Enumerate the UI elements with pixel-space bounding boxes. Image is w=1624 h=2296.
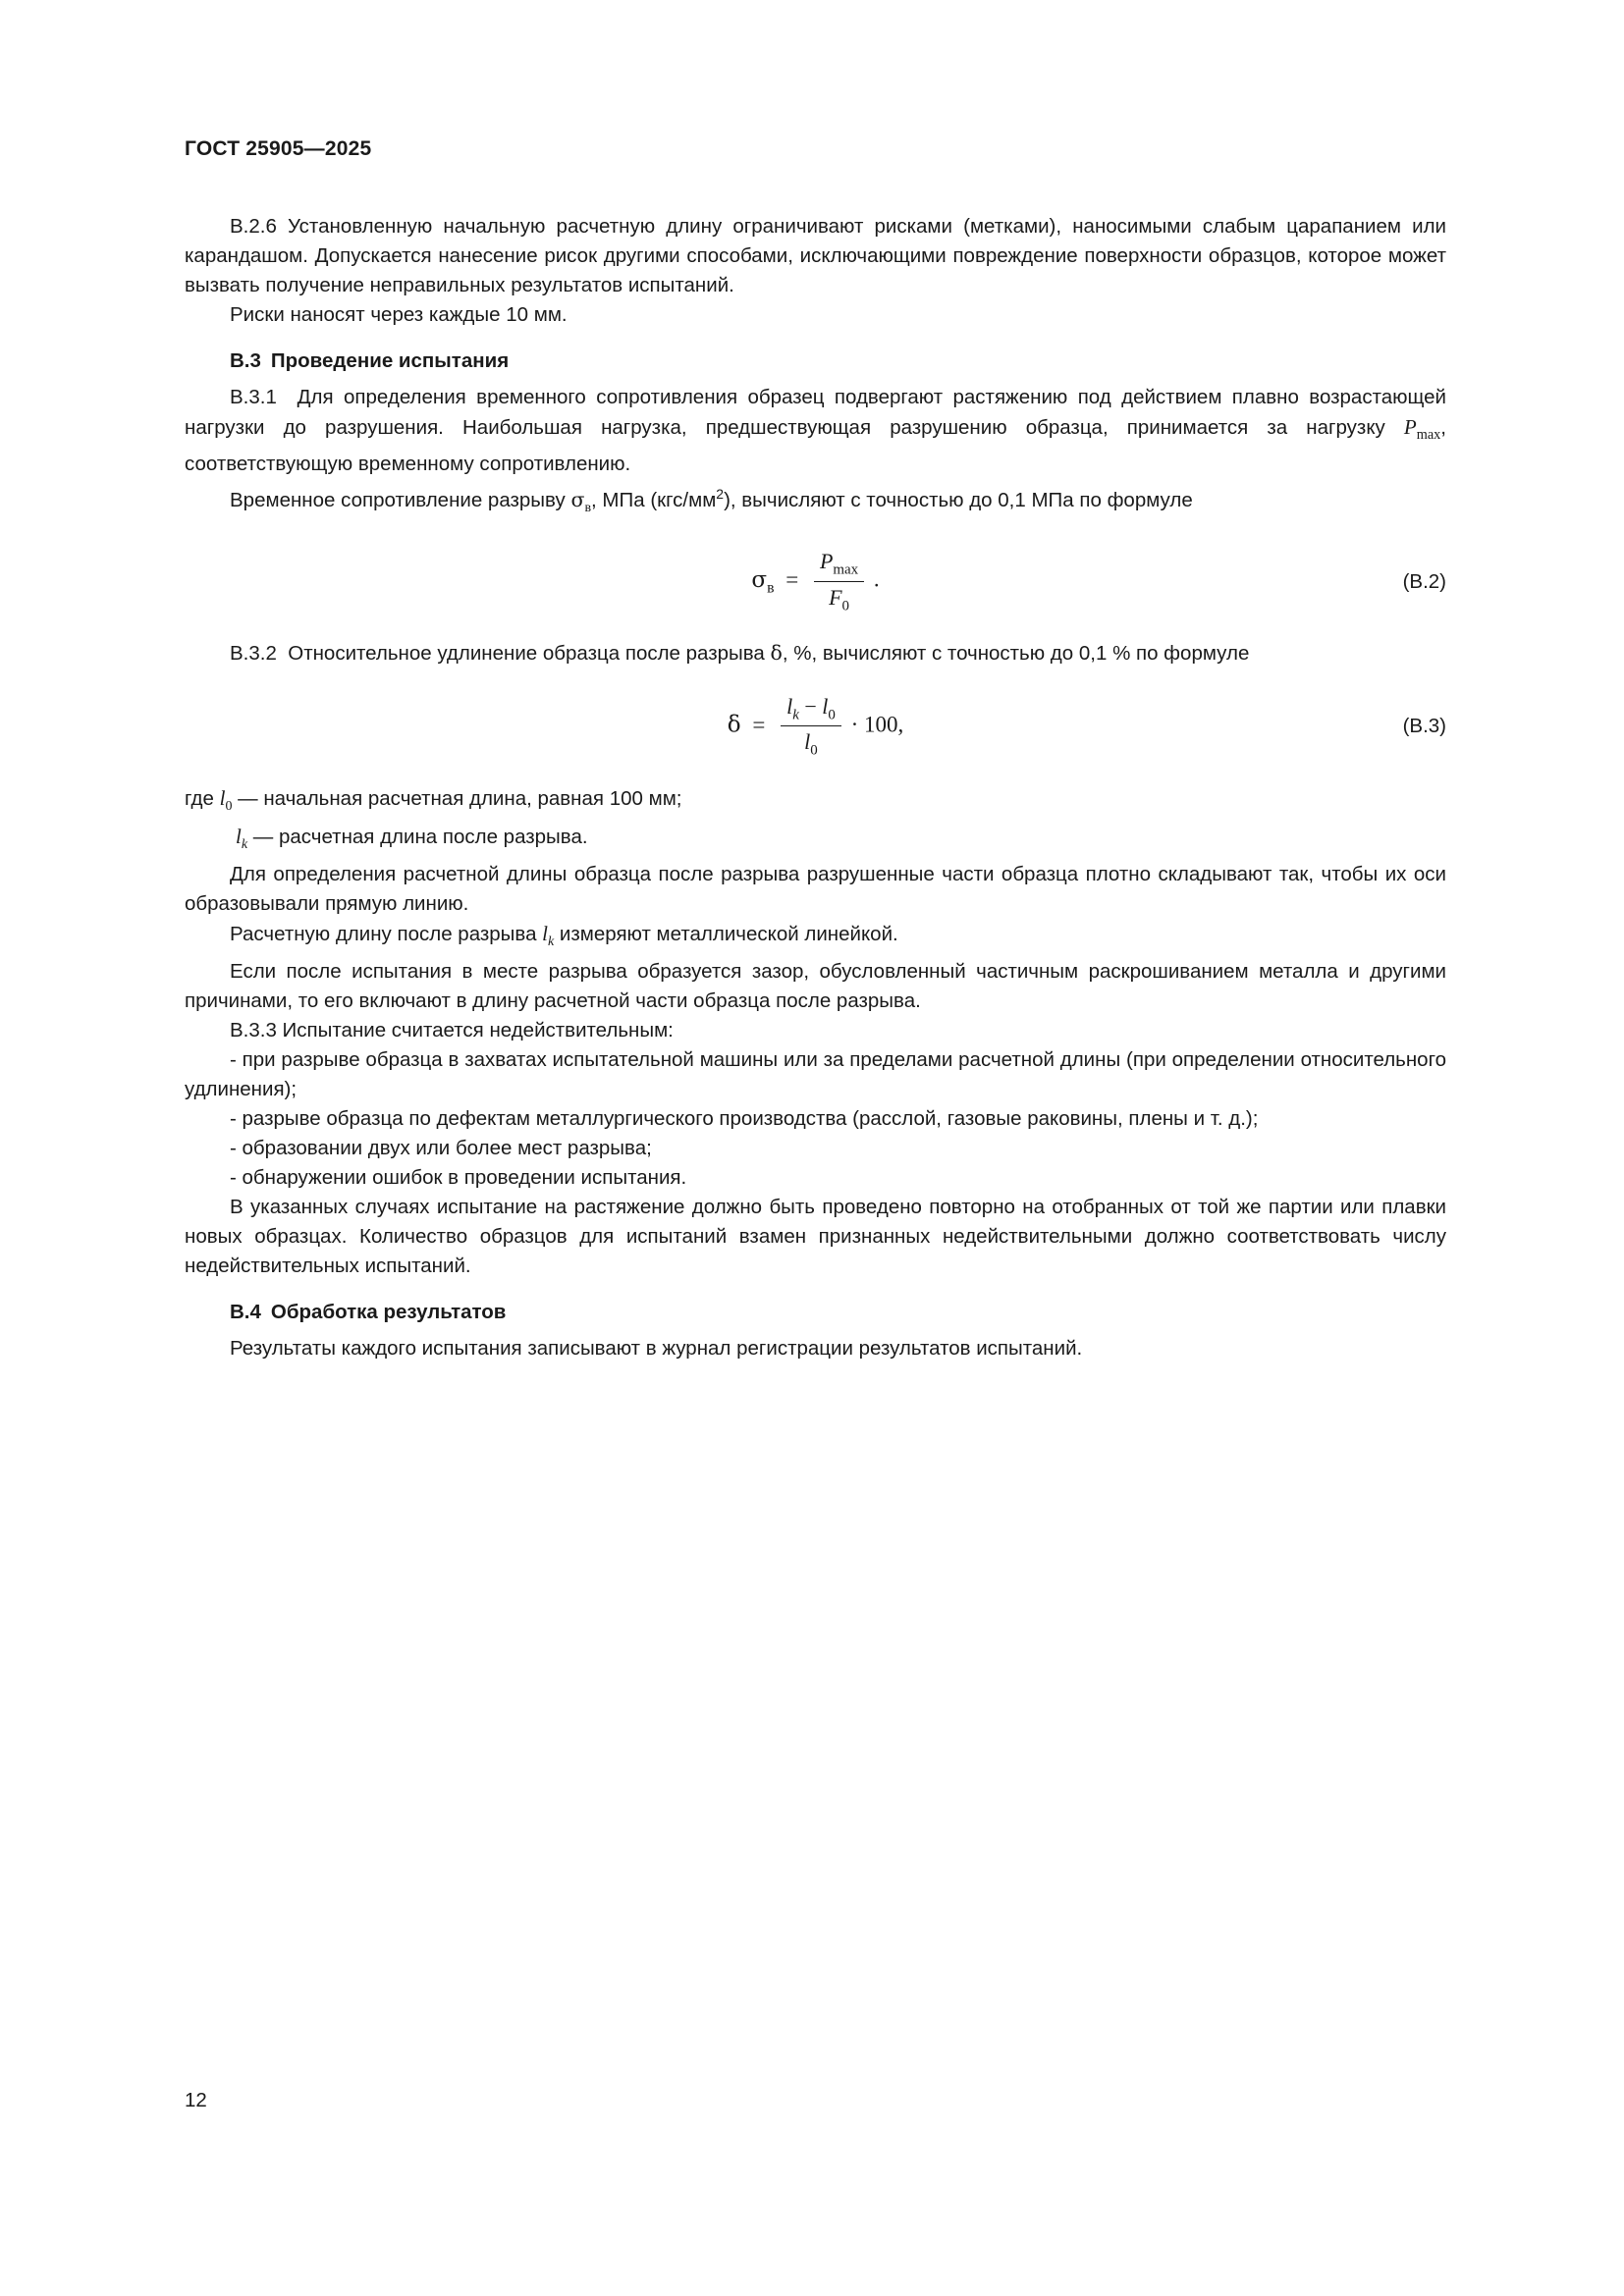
paragraph-b3-1: В.3.1 Для определения временного сопротивления образец подвергают растяжению под действием плавно возрастающей нагрузки до разрушения. Наибольшая нагрузка, предшествующая разрушению образца, принимается за нагрузку $P_{max}$, соответствующую временному сопротивлению. xyxy=(185,386,1446,476)
section-number-b3: В.3 xyxy=(230,349,261,372)
paragraph-b3-3: В.3.3 Испытание считается недействительным: xyxy=(230,1018,674,1041)
paragraph-sigma-intro: Временное сопротивление разрыву $\sigma_в$, МПа $(кгс/мм^2)$, вычисляют с точностью до 0,1 МПа по формуле xyxy=(230,486,1193,516)
formula-b3-factor: · 100, xyxy=(850,712,904,737)
where-line-lk: $l_k$ — расчетная длина после разрыва. xyxy=(236,824,588,852)
formula-b2-fraction xyxy=(814,549,864,614)
page-content xyxy=(185,137,1446,1363)
section-heading-b4 xyxy=(230,1301,1446,1324)
formula-b2-math: $\sigma_в$ = $\frac{P_{max}}{F_0}$ . xyxy=(751,549,880,614)
formula-block-b2 xyxy=(185,549,1446,614)
formula-b3-expression xyxy=(185,694,1446,760)
formula-b3-number: (В.3) xyxy=(1402,715,1446,738)
paragraph-b4-results: Результаты каждого испытания записывают в журнал регистрации результатов испытаний. xyxy=(230,1336,1083,1360)
variable-delta: δ xyxy=(770,640,783,665)
paragraph-fold-parts: Для определения расчетной длины образца после разрыва разрушенные части образца плотно складывают так, чтобы их оси образовывали прямую линию. xyxy=(185,862,1446,915)
formula-b3-math: δ = $\frac{l_k - l_0}{l_0}$ · 100, xyxy=(727,693,904,759)
formula-block-b3 xyxy=(185,694,1446,760)
paragraph-repeat-test: В указанных случаях испытание на растяжение должно быть проведено повторно на отобранных от той же партии или плавки новых образцах. Количество образцов для испытаний взамен признанных недействительными должно соответствовать числу недействительных испытаний. xyxy=(185,1195,1446,1277)
formula-b2-denominator: $F_0$ xyxy=(829,584,849,614)
page-number: 12 xyxy=(185,2089,207,2111)
formula-b3-fraction xyxy=(781,694,841,760)
list-item-invalid-2: - разрыве образца по дефектам металлургического производства (расслой, газовые раковины, плены и т. д.); xyxy=(230,1106,1259,1130)
section-heading-b3 xyxy=(230,349,1446,373)
variable-sigma-v: $\sigma_в$ xyxy=(570,488,592,516)
paragraph-risks-spacing: Риски наносят через каждые 10 мм. xyxy=(230,303,568,326)
section-number-b4: В.4 xyxy=(230,1300,261,1323)
list-item-invalid-1: - при разрыве образца в захватах испытательной машины или за пределами расчетной длины (при определении относительного удлинения); xyxy=(185,1047,1446,1100)
formula-b2-numerator: $P_{max}$ xyxy=(814,549,864,581)
paragraph-measure-lk: Расчетную длину после разрыва $l_k$ измеряют металлической линейкой. xyxy=(230,921,898,949)
formula-b3-numerator: $l_k - l_0$ xyxy=(781,694,841,726)
document-standard-header: ГОСТ 25905—2025 xyxy=(185,137,372,160)
formula-b3-denominator: $l_0$ xyxy=(804,729,818,759)
formula-b2-number: (В.2) xyxy=(1402,569,1446,593)
formula-b2-expression xyxy=(185,549,1446,614)
list-item-invalid-4: - обнаружении ошибок в проведении испытания. xyxy=(230,1165,687,1189)
variable-p-max: $P_{max}$ xyxy=(1403,415,1441,444)
section-title-b4: Обработка результатов xyxy=(270,1300,507,1323)
paragraph-b2-6: В.2.6 Установленную начальную расчетную длину ограничивают рисками (метками), наносимыми слабым царапанием или карандашом. Допускается нанесение рисок другими способами, исключающими повреждение поверхности образцов, которое может вызвать получение неправильных результатов испытаний. xyxy=(185,215,1446,296)
where-line-l0: где $l_0$ — начальная расчетная длина, равная 100 мм; xyxy=(185,785,682,814)
list-item-invalid-3: - образовании двух или более мест разрыва; xyxy=(230,1136,652,1159)
paragraph-b3-2: В.3.2 Относительное удлинение образца после разрыва δ, %, вычисляют с точностью до 0,1 % по формуле xyxy=(230,640,1250,665)
paragraph-gap: Если после испытания в месте разрыва образуется зазор, обусловленный частичным раскрошиванием металла и другими причинами, то его включают в длину расчетной части образца после разрыва. xyxy=(185,959,1446,1012)
section-title-b3: Проведение испытания xyxy=(270,349,510,372)
where-definitions xyxy=(185,783,1446,860)
formula-b2-period: . xyxy=(873,566,880,592)
